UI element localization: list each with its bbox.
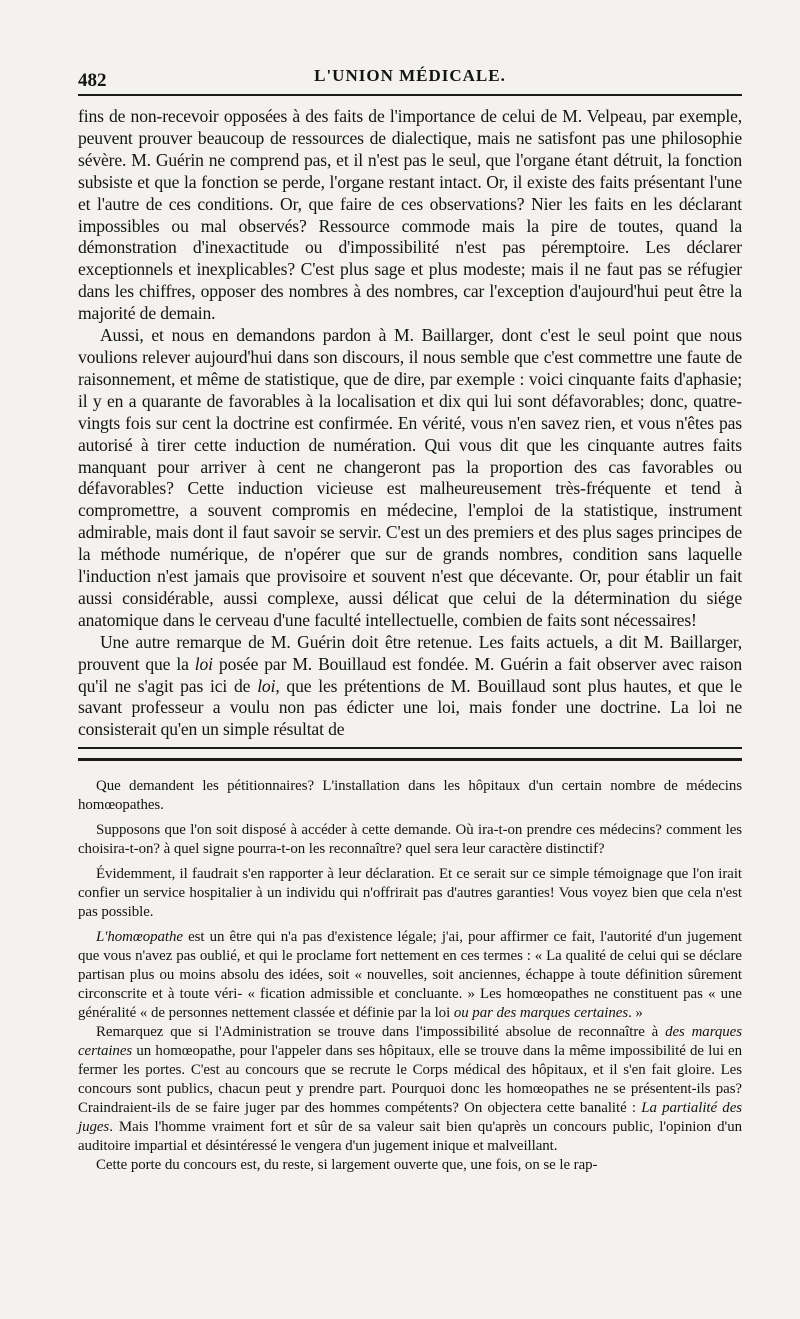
running-title: L'UNION MÉDICALE. [314,66,506,85]
partialite-italic: La partialité des juges [78,1100,742,1136]
feuilleton-paragraph-5 [78,1023,742,1156]
paragraph-3-part-c: , que les prétentions de M. Bouillaud sont plus hautes, et que le savant professeur a voulu non pas édicter une loi, mais fonder une doctrine. La loi ne consisterait qu'en un simple résultat de [78,675,742,740]
loi-italic-1: loi [194,653,213,674]
feuilleton-paragraph-1: Que demandent les pétitionnaires? L'installation dans les hôpitaux d'un certain nombre de médecins homœopathes. [78,778,742,814]
feuilleton-separator [78,747,742,761]
marques-certaines-italic: ou par des marques certaines [453,1005,629,1022]
paragraph-3-part-b: posée par M. Bouillaud est fondée. M. Guérin a fait observer avec raison qu'il ne s'agit pas ici de [78,653,742,696]
feuilleton-paragraph-5-part-c: . Mais l'homme vraiment fort et sûr de sa valeur sait bien qu'après un concours public, l'opinion d'un auditoire impartial et désintéressé le vengera d'un jugement inique et malveillant. [78,1119,742,1155]
feuilleton-paragraph-3: Évidemment, il faudrait s'en rapporter à leur déclaration. Et ce serait sur ce simple témoignage que l'on irait confier un service hospitalier à un individu qui n'offrirait pas d'autres garanties! Vous voyez bien que cela n'est pas possible. [78,866,742,921]
page-number: 482 [78,70,107,91]
feuilleton-paragraph-6: Cette porte du concours est, du reste, si largement ouverte que, une fois, on se le rap- [96,1157,598,1174]
paragraph-1: fins de non-recevoir opposées à des faits de l'importance de celui de M. Velpeau, par exemple, peuvent prouver beaucoup de ressources de dialectique, mais ne satisfont pas une philosophie sévère. M. Guérin ne comprend pas, et il n'est pas le seul, que l'organe étant détruit, la fonction subsiste et que la fonction se perde, l'organe restant intact. Or, il existe des faits présentant l'une et l'autre de ces conditions. Or, que faire de ces observations? Nier les faits en les déclarant impossibles ou mal observés? Ressource commode mais la pire de toutes, quand la démonstration d'inexactitude ou d'impossibilité n'est pas péremptoire. Les déclarer exceptionnels et inexplicables? C'est plus sage et plus modeste; mais il ne faut pas se réfugier dans les chiffres, opposer des nombres à des nombres, car l'exception d'aujourd'hui peut être la majorité de demain. [78,106,742,324]
main-article [78,106,742,741]
loi-italic-2: loi [257,675,276,696]
feuilleton-paragraph-4-part-a: est un être qui n'a pas d'existence légale; j'ai, pour affirmer ce fait, l'autorité d'un jugement que vous n'avez pas oublié, et qui le proclame fort nettement en ces termes : « La qualité de celui qui se déclare partisan plus ou moins absolu des idées, soit « nouvelles, soit anciennes, échappe à toute définition sûrement circonscrite et à toute véri- « fication admissible et concluante. » Les homœopathes ne constituent pas « une généralité « de personnes nettement classée et définie par la loi [78,929,742,1022]
paragraph-3-part-a: Une autre remarque de M. Guérin doit être retenue. Les faits actuels, a dit M. Baillarger, prouvent que la [78,631,742,674]
feuilleton-paragraph-5-part-a: Remarquez que si l'Administration se trouve dans l'impossibilité absolue de reconnaître à [96,1024,666,1041]
paragraph-2: Aussi, et nous en demandons pardon à M. Baillarger, dont c'est le seul point que nous voulions relever aujourd'hui dans son discours, il nous semble que c'est commettre une faute de raisonnement, et même de statistique, que de dire, par exemple : voici cinquante faits d'aphasie; il y en a quarante de favorables à la localisation et dix qui lui sont défavorables; donc, quatre-vingts fois sur cent la doctrine est confirmée. En vérité, vous n'en savez rien, et vous n'êtes pas autorisé à tirer cette induction de numération. Qui vous dit que les cinquante autres faits manquant pour arriver à cent ne changeront pas la proportion des cas favorables ou défavorables? Cette induction vicieuse est malheureusement très-fréquente et tend à compromettre, a souvent compromis en médecine, l'emploi de la statistique, instrument admirable, mais dont il faut savoir se servir. C'est un des premiers et des plus sages principes de la méthode numérique, de n'opérer que sur de grands nombres, condition sans laquelle l'induction n'est jamais que provisoire et souvent n'est que décevante. Or, pour établir un fait aussi considérable, aussi complexe, aussi délicat que celui de la détermination du siége anatomique dans le cerveau d'une faculté intellectuelle, combien de faits sont nécessaires! [78,325,742,630]
feuilleton-section [78,777,742,1175]
paragraph-3 [78,632,742,742]
feuilleton-paragraph-4 [78,928,742,1023]
homoeopathe-italic: L'homœopathe [96,929,183,946]
feuilleton-paragraph-4-part-b: . » [628,1005,643,1022]
document-page [78,60,742,1175]
marques-certaines-italic-2: des marques certaines [78,1024,742,1060]
feuilleton-paragraph-5-part-b: un homœopathe, pour l'appeler dans ses hôpitaux, elle se trouve dans la même impossibilité de lui en fermer les portes. C'est au concours que se recrute le Corps médical des hôpitaux, et il s'en fait gloire. Les concours sont publics, chacun peut y prendre part. Pourquoi donc les homœopathes ne se présentent-ils pas? Craindraient-ils de se faire juger par des hommes compétents? On objectera cette banalité : [78,1043,742,1117]
page-header [78,60,742,96]
feuilleton-paragraph-2: Supposons que l'on soit disposé à accéder à cette demande. Où ira-t-on prendre ces médecins? comment les choisira-t-on? à quel signe pourra-t-on les reconnaître? quel sera leur caractère distinctif? [78,822,742,858]
